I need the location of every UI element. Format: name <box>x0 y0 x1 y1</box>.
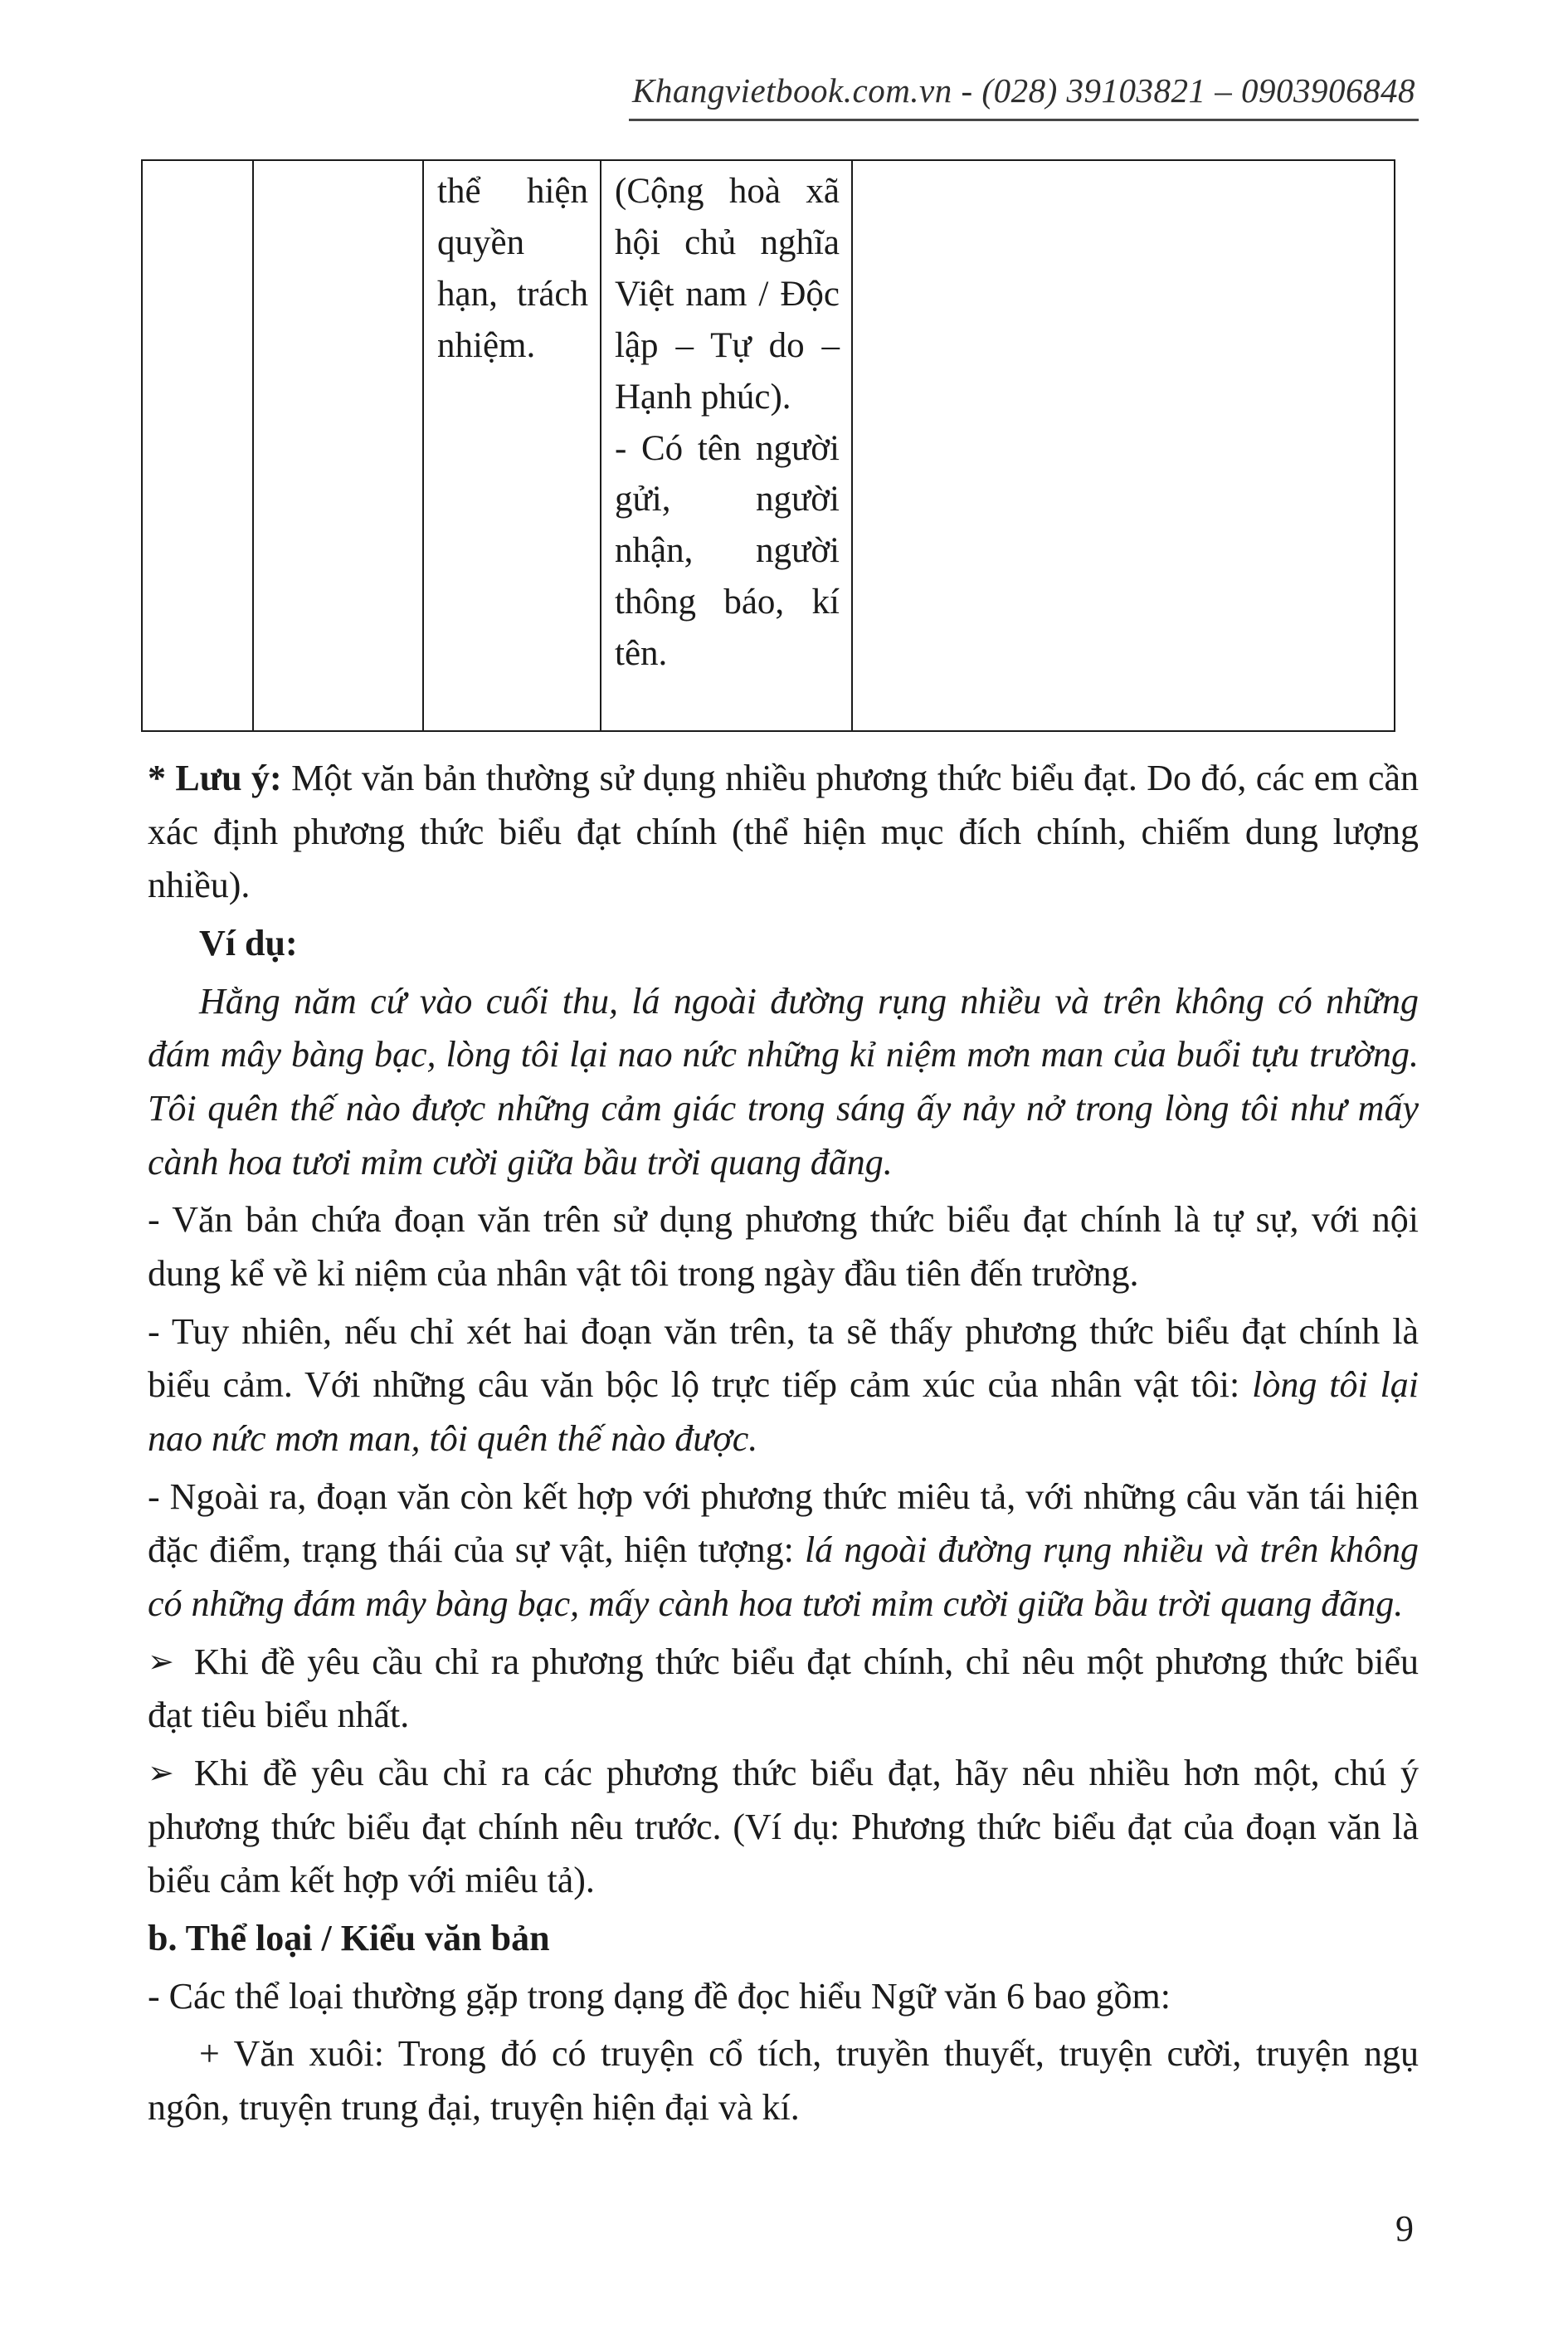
quote-paragraph: Hằng năm cứ vào cuối thu, lá ngoài đường rụng nhiều và trên không có những đám mây bàng bạc, lòng tôi lại nao nức những kỉ niệm mơn man của buổi tựu trường. Tôi quên thế nào được những cảm giác trong sáng ấy nảy nở trong lòng tôi như mấy cành hoa tươi mỉm cười giữa bầu trời quang đãng. <box>148 980 1419 1183</box>
note-label: * Lưu ý: <box>148 758 282 798</box>
purpose-text: thể hiện quyền hạn, trách nhiệm. <box>437 172 588 365</box>
arrow-bullet-icon: ➢ <box>148 1642 174 1680</box>
guideline-2 <box>148 1747 1419 1908</box>
main-content <box>148 752 1419 2135</box>
genres-intro: - Các thể loại thường gặp trong dạng đề đọc hiểu Ngữ văn 6 bao gồm: <box>148 1975 1171 2017</box>
analysis-paragraph-1: - Văn bản chứa đoạn văn trên sử dụng phương thức biểu đạt chính là tự sự, với nội dung kể về kỉ niệm của nhân vật tôi trong ngày đầu tiên đến trường. <box>148 1199 1419 1295</box>
signs-text-1: (Cộng hoà xã hội chủ nghĩa Việt nam / Độc lập – Tự do – Hạnh phúc). <box>615 172 840 417</box>
analysis-3-text: - Ngoài ra, đoạn văn còn kết hợp với phương thức miêu tả, với những câu văn tái hiện đặc điểm, trạng thái của sự vật, hiện tượng: <box>148 1475 1419 1571</box>
genres-prose: + Văn xuôi: Trong đó có truyện cổ tích, truyền thuyết, truyện cười, truyện ngụ ngôn, truyện trung đại, truyện hiện đại và kí. <box>148 2033 1419 2129</box>
table-cell-signs <box>601 160 852 731</box>
table-cell-example <box>852 160 1395 731</box>
table-cell-method <box>253 160 423 731</box>
analysis-3-quote: lá ngoài đường rụng nhiều và trên không có những đám mây bàng bạc, mấy cành hoa tươi mỉm cười giữa bầu trời quang đãng. <box>148 1529 1419 1625</box>
analysis-paragraph-3 <box>148 1470 1419 1631</box>
analysis-2-quote: lòng tôi lại nao nức mơn man, tôi quên thế nào được. <box>148 1364 1419 1460</box>
analysis-2-text: - Tuy nhiên, nếu chỉ xét hai đoạn văn trên, ta sẽ thấy phương thức biểu đạt chính là biểu cảm. Với những câu văn bộc lộ trực tiếp cảm xúc của nhân vật tôi: <box>148 1310 1419 1406</box>
header-contact-line: Khangvietbook.com.vn - (028) 39103821 – 0903906848 <box>629 71 1419 121</box>
page-number: 9 <box>1395 2208 1414 2249</box>
guideline-1 <box>148 1636 1419 1743</box>
table-cell-index <box>142 160 253 731</box>
guideline-2-text: Khi đề yêu cầu chỉ ra các phương thức biểu đạt, hãy nêu nhiều hơn một, chú ý phương thức biểu đạt chính nêu trước. (Ví dụ: Phương thức biểu đạt của đoạn văn là biểu cảm kết hợp với miêu tả). <box>148 1753 1419 1901</box>
guideline-1-text: Khi đề yêu cầu chỉ ra phương thức biểu đạt chính, chỉ nêu một phương thức biểu đạt tiêu biểu nhất. <box>148 1641 1419 1736</box>
signs-text-2: - Có tên người gửi, người nhận, người thông báo, kí tên. <box>615 428 840 674</box>
analysis-paragraph-2 <box>148 1305 1419 1466</box>
example-label-text: Ví dụ: <box>199 923 298 964</box>
note-text: Một văn bản thường sử dụng nhiều phương thức biểu đạt. Do đó, các em cần xác định phương thức biểu đạt chính (thể hiện mục đích chính, chiếm dung lượng nhiều). <box>148 758 1419 906</box>
expression-methods-table <box>141 159 1395 732</box>
table-row <box>142 160 1395 731</box>
page-header <box>148 71 1419 121</box>
arrow-bullet-icon: ➢ <box>148 1754 174 1792</box>
table-cell-purpose <box>423 160 601 731</box>
example-label-paragraph <box>148 917 1419 971</box>
note-paragraph <box>148 752 1419 913</box>
section-b-heading: b. Thể loại / Kiểu văn bản <box>148 1918 550 1959</box>
